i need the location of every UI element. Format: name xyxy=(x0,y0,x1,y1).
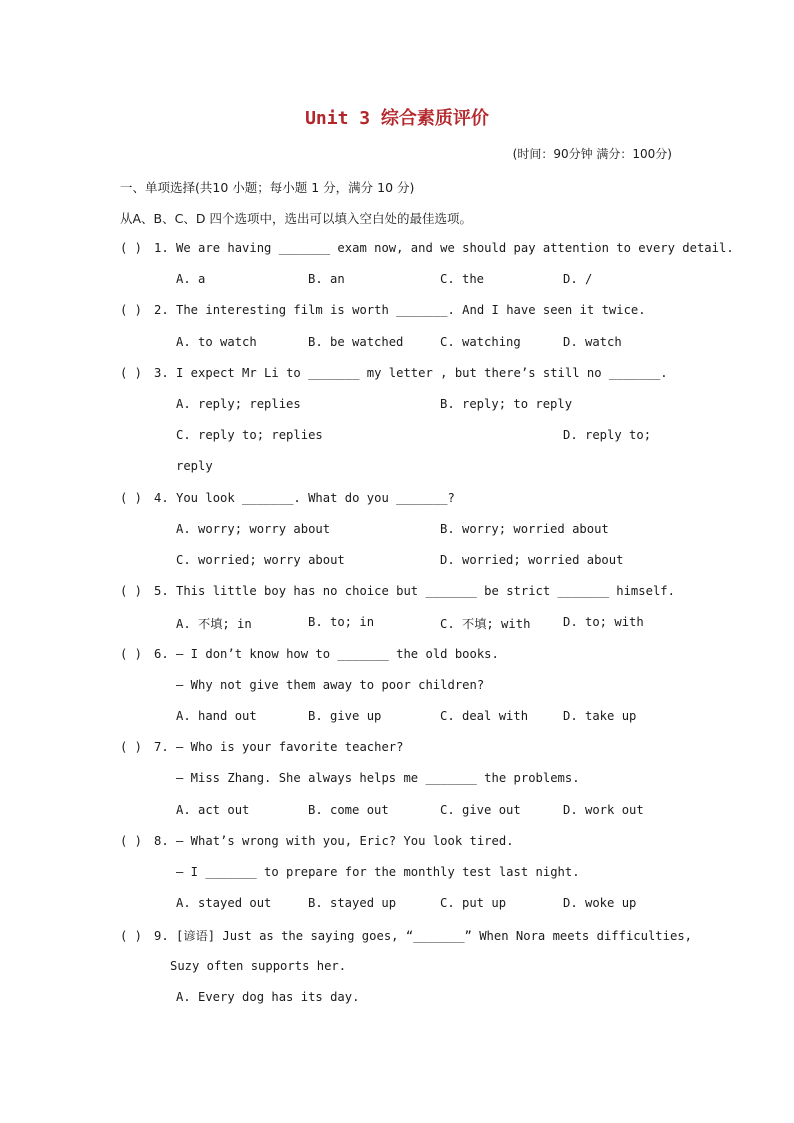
answer-blank[interactable]: ( ) xyxy=(120,929,143,943)
question-6 xyxy=(120,647,499,661)
option-b: B. stayed up xyxy=(308,896,397,910)
option-d: D. work out xyxy=(563,803,644,817)
question-1 xyxy=(120,241,734,255)
answer-blank[interactable]: ( ) xyxy=(120,303,143,317)
option-c: C. reply to; replies xyxy=(176,428,323,442)
section-heading: 一、单项选择(共10 小题；每小题 1 分，满分 10 分) xyxy=(120,180,415,195)
option-d: D. woke up xyxy=(563,896,637,910)
question-stem: 6. — I don’t know how to _______ the old books. xyxy=(154,647,499,661)
question-8 xyxy=(120,834,514,848)
question-stem-continued: Suzy often supports her. xyxy=(170,959,347,973)
option-a: A. 不填; in xyxy=(176,617,252,631)
question-stem: 2. The interesting film is worth _______. And I have seen it twice. xyxy=(154,303,646,317)
answer-blank[interactable]: ( ) xyxy=(120,834,143,848)
option-d: D. / xyxy=(563,272,593,286)
option-c: C. 不填; with xyxy=(440,617,531,631)
question-3 xyxy=(120,366,668,380)
option-d-continued: reply xyxy=(176,459,213,473)
answer-blank[interactable]: ( ) xyxy=(120,241,143,255)
question-stem: 4. You look _______. What do you _______? xyxy=(154,491,455,505)
page-title: Unit 3 综合素质评价 xyxy=(305,108,489,129)
option-a: A. reply; replies xyxy=(176,397,301,411)
option-b: B. come out xyxy=(308,803,389,817)
option-a: A. to watch xyxy=(176,335,257,349)
option-c: C. the xyxy=(440,272,485,286)
question-7 xyxy=(120,740,403,754)
option-c: C. put up xyxy=(440,896,507,910)
question-9 xyxy=(120,927,692,944)
answer-blank[interactable]: ( ) xyxy=(120,491,143,505)
option-a: A. stayed out xyxy=(176,896,272,910)
option-d: D. take up xyxy=(563,709,637,723)
option-d: D. to; with xyxy=(563,615,644,629)
section-instruction: 从A、B、C、D 四个选项中，选出可以填入空白处的最佳选项。 xyxy=(120,211,472,226)
option-c: C. watching xyxy=(440,335,521,349)
option-a: A. act out xyxy=(176,803,250,817)
question-4 xyxy=(120,491,455,505)
option-d: D. reply to; xyxy=(563,428,652,442)
option-b: B. an xyxy=(308,272,345,286)
question-stem: 8. — What’s wrong with you, Eric? You look tired. xyxy=(154,834,514,848)
option-c: C. deal with xyxy=(440,709,529,723)
question-5 xyxy=(120,584,675,598)
option-b: B. to; in xyxy=(308,615,375,629)
option-b: B. worry; worried about xyxy=(440,522,609,536)
question-stem: 9. [谚语] Just as the saying goes, “_______” When Nora meets difficulties, xyxy=(154,929,692,943)
answer-blank[interactable]: ( ) xyxy=(120,584,143,598)
question-stem: 5. This little boy has no choice but _______ be strict _______ himself. xyxy=(154,584,675,598)
answer-blank[interactable]: ( ) xyxy=(120,740,143,754)
option-a: A. hand out xyxy=(176,709,257,723)
question-stem: 7. — Who is your favorite teacher? xyxy=(154,740,404,754)
question-2 xyxy=(120,303,646,317)
option-d: D. watch xyxy=(563,335,622,349)
option-b: B. give up xyxy=(308,709,382,723)
option-b: B. be watched xyxy=(308,335,404,349)
question-stem: 1. We are having _______ exam now, and we should pay attention to every detail. xyxy=(154,241,734,255)
option-b: B. reply; to reply xyxy=(440,397,573,411)
option-c: C. worried; worry about xyxy=(176,553,345,567)
option-d: D. worried; worried about xyxy=(440,553,624,567)
dialogue-reply: — Why not give them away to poor children? xyxy=(176,678,485,692)
option-a: A. Every dog has its day. xyxy=(176,990,360,1004)
question-stem: 3. I expect Mr Li to _______ my letter , but there’s still no _______. xyxy=(154,366,668,380)
dialogue-reply: — Miss Zhang. She always helps me _______ the problems. xyxy=(176,771,580,785)
option-c: C. give out xyxy=(440,803,521,817)
dialogue-reply: — I _______ to prepare for the monthly test last night. xyxy=(176,865,580,879)
time-info: (时间：90分钟 满分：100分) xyxy=(512,147,672,161)
option-a: A. worry; worry about xyxy=(176,522,331,536)
answer-blank[interactable]: ( ) xyxy=(120,366,143,380)
option-a: A. a xyxy=(176,272,206,286)
answer-blank[interactable]: ( ) xyxy=(120,647,143,661)
